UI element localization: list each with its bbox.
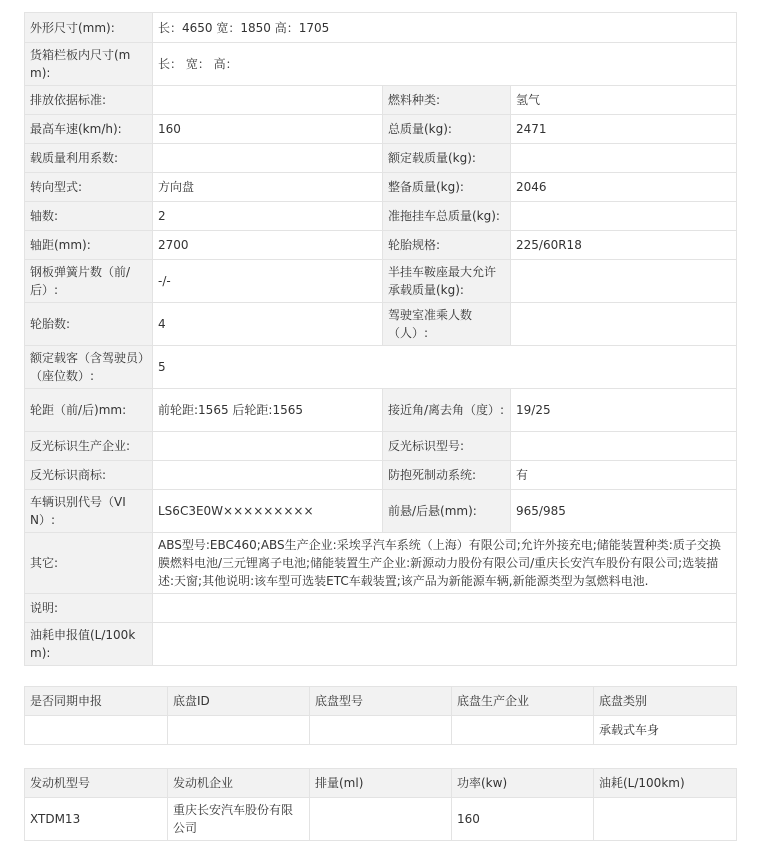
row-axles (25, 202, 737, 231)
engine-table (24, 768, 737, 841)
row-steering (25, 173, 737, 202)
angles-label: 接近角/离去角（度）: (383, 389, 511, 432)
steering-value: 方向盘 (153, 173, 383, 202)
chassis-cell-model (310, 716, 452, 745)
max-speed-value: 160 (153, 115, 383, 144)
leaf-springs-label: 钢板弹簧片数（前/后）: (25, 260, 153, 303)
engine-cell-model: XTDM13 (25, 798, 168, 841)
fuel-type-value: 氢气 (511, 86, 737, 115)
chassis-cell-same-period (25, 716, 168, 745)
engine-cell-maker: 重庆长安汽车股份有限公司 (168, 798, 310, 841)
emission-value (153, 86, 383, 115)
engine-data-row (25, 798, 737, 841)
axles-value: 2 (153, 202, 383, 231)
other-value: ABS型号:EBC460;ABS生产企业:采埃孚汽车系统（上海）有限公司;允许外接充电;储能装置种类:质子交换膜燃料电池/三元锂离子电池;储能装置生产企业:新源动力股份有限公司/重庆长安汽车股份有限公司;选装描述:天窗;其他说明:该车型可选装ETC车载装置;该产品为新能源车辆,新能源类型为氢燃料电池. (153, 533, 737, 594)
emission-label: 排放依据标准: (25, 86, 153, 115)
tire-spec-label: 轮胎规格: (383, 231, 511, 260)
chassis-cell-maker (452, 716, 594, 745)
abs-value: 有 (511, 461, 737, 490)
engine-header-power: 功率(kw) (452, 769, 594, 798)
overhang-value: 965/985 (511, 490, 737, 533)
row-reflect-maker (25, 432, 737, 461)
saddle-load-label: 半挂车鞍座最大允许承载质量(kg): (383, 260, 511, 303)
chassis-cell-id (168, 716, 310, 745)
row-fuel-consumption (25, 623, 737, 666)
chassis-header-same-period: 是否同期申报 (25, 687, 168, 716)
engine-header-row (25, 769, 737, 798)
cargo-box-value: 长： 宽： 高： (153, 43, 737, 86)
curb-mass-label: 整备质量(kg): (383, 173, 511, 202)
chassis-cell-category: 承载式车身 (594, 716, 737, 745)
other-label: 其它: (25, 533, 153, 594)
wheelbase-label: 轴距(mm): (25, 231, 153, 260)
tire-count-label: 轮胎数: (25, 303, 153, 346)
fuel-consumption-value (153, 623, 737, 666)
trailer-mass-label: 准拖挂车总质量(kg): (383, 202, 511, 231)
row-track (25, 389, 737, 432)
row-wheelbase (25, 231, 737, 260)
reflect-brand-label: 反光标识商标: (25, 461, 153, 490)
row-notes (25, 594, 737, 623)
row-max-speed (25, 115, 737, 144)
engine-header-maker: 发动机企业 (168, 769, 310, 798)
cab-seats-value (511, 303, 737, 346)
reflect-maker-label: 反光标识生产企业: (25, 432, 153, 461)
total-mass-value: 2471 (511, 115, 737, 144)
vin-label: 车辆识别代号（VIN）: (25, 490, 153, 533)
steering-label: 转向型式: (25, 173, 153, 202)
row-other (25, 533, 737, 594)
abs-label: 防抱死制动系统: (383, 461, 511, 490)
rated-load-value (511, 144, 737, 173)
row-cargo-box (25, 43, 737, 86)
fuel-type-label: 燃料种类: (383, 86, 511, 115)
notes-value (153, 594, 737, 623)
row-passengers (25, 346, 737, 389)
row-load-util (25, 144, 737, 173)
track-value: 前轮距:1565 后轮距:1565 (153, 389, 383, 432)
chassis-header-row (25, 687, 737, 716)
dimensions-value: 长：4650 宽：1850 高：1705 (153, 13, 737, 43)
reflect-model-value (511, 432, 737, 461)
reflect-model-label: 反光标识型号: (383, 432, 511, 461)
vin-value: LS6C3E0W××××××××× (153, 490, 383, 533)
engine-header-displacement: 排量(ml) (310, 769, 452, 798)
total-mass-label: 总质量(kg): (383, 115, 511, 144)
rated-load-label: 额定载质量(kg): (383, 144, 511, 173)
chassis-header-category: 底盘类别 (594, 687, 737, 716)
engine-cell-displacement (310, 798, 452, 841)
chassis-table (24, 686, 737, 745)
dimensions-label: 外形尺寸(mm): (25, 13, 153, 43)
wheelbase-value: 2700 (153, 231, 383, 260)
row-vin (25, 490, 737, 533)
saddle-load-value (511, 260, 737, 303)
track-label: 轮距（前/后)mm: (25, 389, 153, 432)
passengers-value: 5 (153, 346, 737, 389)
tire-count-value: 4 (153, 303, 383, 346)
chassis-header-id: 底盘ID (168, 687, 310, 716)
max-speed-label: 最高车速(km/h): (25, 115, 153, 144)
angles-value: 19/25 (511, 389, 737, 432)
tire-spec-value: 225/60R18 (511, 231, 737, 260)
row-leaf-springs (25, 260, 737, 303)
engine-header-model: 发动机型号 (25, 769, 168, 798)
passengers-label: 额定载客（含驾驶员）（座位数）: (25, 346, 153, 389)
leaf-springs-value: -/- (153, 260, 383, 303)
chassis-data-row (25, 716, 737, 745)
row-dimensions (25, 13, 737, 43)
engine-cell-power: 160 (452, 798, 594, 841)
notes-label: 说明: (25, 594, 153, 623)
cab-seats-label: 驾驶室准乘人数（人）: (383, 303, 511, 346)
row-emission (25, 86, 737, 115)
trailer-mass-value (511, 202, 737, 231)
row-reflect-brand (25, 461, 737, 490)
row-tire-count (25, 303, 737, 346)
reflect-maker-value (153, 432, 383, 461)
spec-table (24, 12, 737, 666)
curb-mass-value: 2046 (511, 173, 737, 202)
axles-label: 轴数: (25, 202, 153, 231)
engine-header-consumption: 油耗(L/100km) (594, 769, 737, 798)
chassis-header-maker: 底盘生产企业 (452, 687, 594, 716)
engine-cell-consumption (594, 798, 737, 841)
reflect-brand-value (153, 461, 383, 490)
overhang-label: 前悬/后悬(mm): (383, 490, 511, 533)
load-util-value (153, 144, 383, 173)
cargo-box-label: 货箱栏板内尺寸(mm): (25, 43, 153, 86)
chassis-header-model: 底盘型号 (310, 687, 452, 716)
load-util-label: 载质量利用系数: (25, 144, 153, 173)
fuel-consumption-label: 油耗申报值(L/100km): (25, 623, 153, 666)
